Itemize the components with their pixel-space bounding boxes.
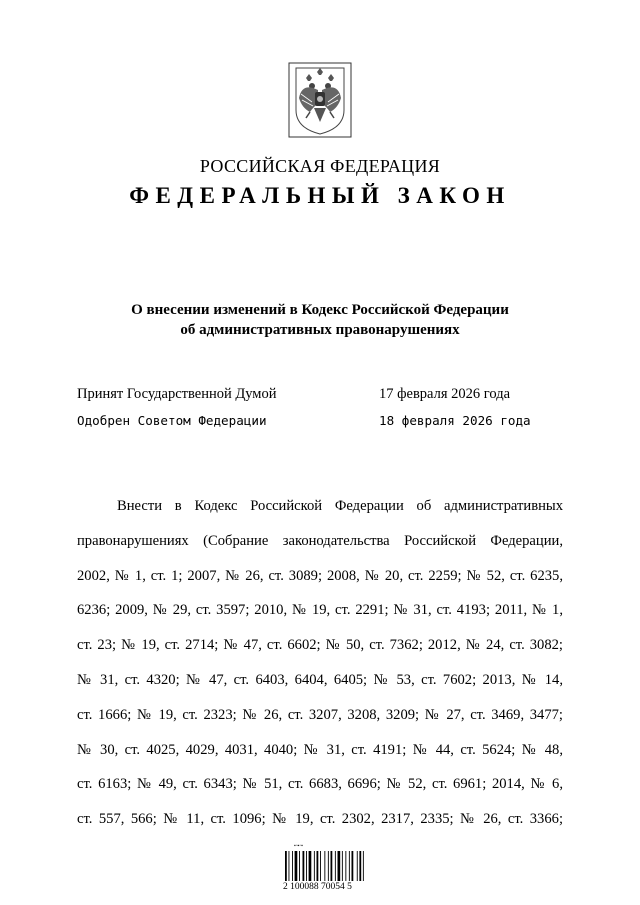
law-subject	[0, 300, 640, 340]
council-approval-label: Одобрен Советом Федерации	[77, 413, 267, 428]
law-subject-line: об административных правонарушениях	[180, 322, 460, 338]
law-type-title: ФЕДЕРАЛЬНЫЙ ЗАКОН	[129, 183, 511, 208]
body-line: ст. 1666; № 19, ст. 2323; № 26, ст. 3207, 3208, 3209; № 27, ст. 3469, 3477;	[77, 706, 563, 723]
body-line: № 30, ст. 4025, 4029, 4031, 4040; № 31, ст. 4191; № 44, ст. 5624; № 48,	[77, 741, 563, 758]
body-line: ст. 557, 566; № 11, ст. 1096; № 19, ст. 2302, 2317, 2335; № 26, ст. 3366;	[77, 811, 563, 828]
barcode-number: 2 100088 70054 5	[283, 882, 352, 892]
body-line: ст. 6163; № 49, ст. 6343; № 51, ст. 6683, 6696; № 52, ст. 6961; 2014, № 6,	[77, 776, 563, 793]
country-title: РОССИЙСКАЯ ФЕДЕРАЦИЯ	[199, 156, 441, 176]
body-line: ст. 23; № 19, ст. 2714; № 47, ст. 6602; № 50, ст. 7362; 2012, № 24, ст. 3082;	[77, 637, 563, 654]
law-subject-line: О внесении изменений в Кодекс Российской Федерации	[131, 302, 509, 318]
law-body-text	[77, 489, 563, 837]
duma-adoption-date: 17 февраля 2026 года	[379, 386, 511, 402]
body-line: 6236; 2009, № 29, ст. 3597; 2010, № 19, ст. 2291; № 31, ст. 4193; 2011, № 1,	[77, 602, 563, 619]
coat-of-arms-icon	[288, 62, 352, 138]
document-barcode	[283, 844, 381, 892]
body-line: правонарушениях (Собрание законодательства Российской Федерации,	[77, 532, 563, 549]
barcode-bars-icon	[283, 851, 381, 881]
duma-adoption-label: Принят Государственной Думой	[77, 386, 277, 402]
body-line: № 31, ст. 4320; № 47, ст. 6403, 6404, 6405; № 53, ст. 7602; 2013, № 14,	[77, 671, 563, 688]
barcode-caption-mark: ▪▫▪▫▪	[294, 844, 303, 849]
body-line: 2002, № 1, ст. 1; 2007, № 26, ст. 3089; 2008, № 20, ст. 2259; № 52, ст. 6235,	[77, 567, 563, 584]
council-approval-date: 18 февраля 2026 года	[379, 413, 531, 428]
body-line: Внести в Кодекс Российской Федерации об административных	[117, 498, 563, 514]
